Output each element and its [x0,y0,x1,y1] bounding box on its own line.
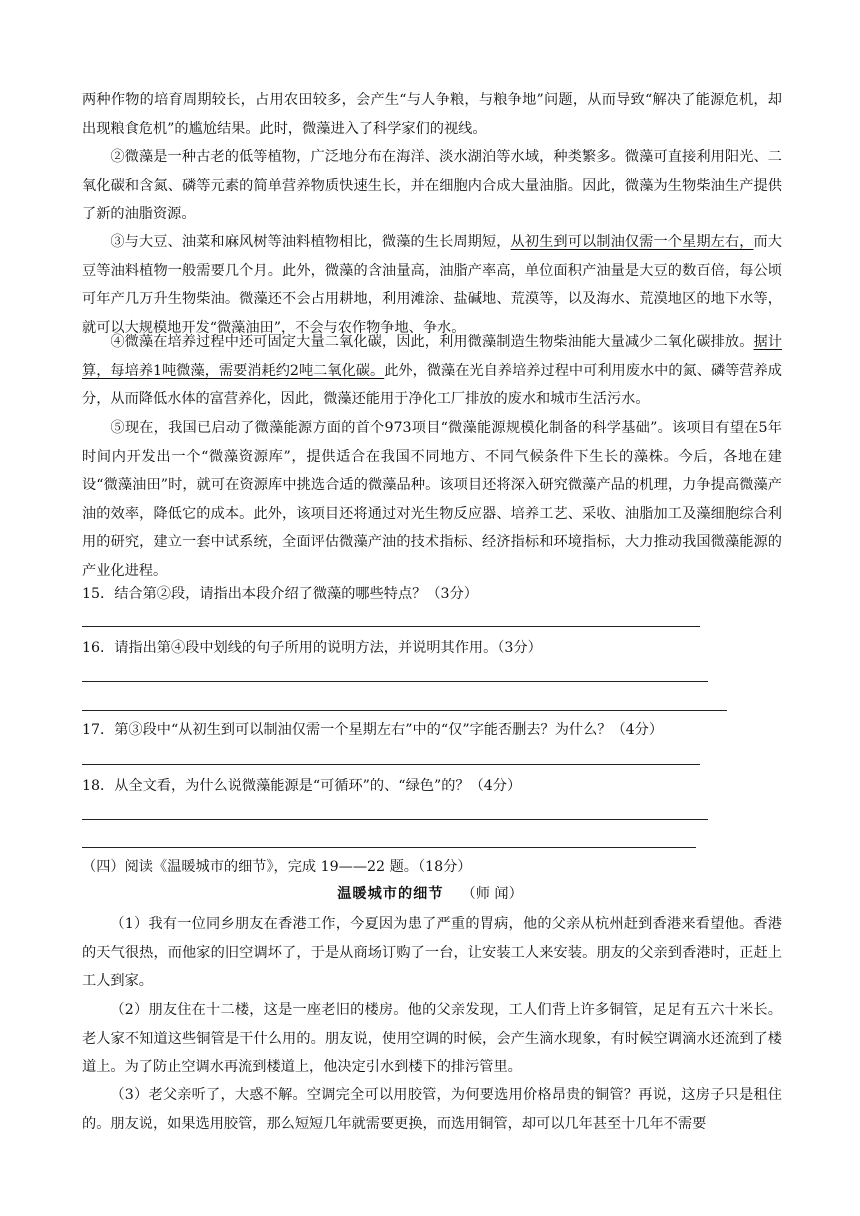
question-15: 15．结合第②段，请指出本段介绍了微藻的哪些特点？（3分） [82,586,478,602]
section-4-heading: （四）阅读《温暖城市的细节》，完成 19——22 题。（18分） [82,859,472,875]
answer-line-16-b[interactable] [82,710,727,711]
paragraph-3-text-b: 而大豆等油料植物一般需要几个月。此外，微藻的含油量高，油脂产率高，单位面积产油量是大豆的数百倍，每公顷可年产几万升生物柴油。微藻还不会占用耕地，利用滩涂、盐碱地、荒漠等，以及海水、荒漠地区的地下水等，就可以大规模地开发“微藻油田”，不会与农作物争地、争水。 [82,234,782,336]
answer-line-16-a[interactable] [82,681,708,682]
paragraph-4-underlined: 据计算，每培养1吨微藻，需要消耗约2吨二氧化碳。 [82,334,782,379]
answer-line-18-b[interactable] [82,847,696,848]
question-16: 16．请指出第④段中划线的句子所用的说明方法，并说明其作用。（3分） [82,640,542,656]
answer-line-15[interactable] [82,626,700,627]
question-17: 17．第③段中“从初生到可以制油仅需一个星期左右”中的“仅”字能否删去？为什么？（4分） [82,722,664,738]
paragraph-intro: 两种作物的培育周期较长，占用农田较多，会产生“与人争粮，与粮争地”问题，从而导致“解决了能源危机，却出现粮食危机”的尴尬结果。此时，微藻进入了科学家们的视线。 [82,92,782,137]
paragraph-3-text-a: ③与大豆、油菜和麻风树等油料植物相比，微藻的生长周期短， [110,234,511,250]
answer-line-17[interactable] [82,764,700,765]
article-title-line [0,884,860,904]
paragraph-4-text-a: ④微藻在培养过程中还可固定大量二氧化碳，因此，利用微藻制造生物柴油能大量减少二氧化碳排放。 [110,334,754,350]
story-paragraph-1: （1）我有一位同乡朋友在香港工作，今夏因为患了严重的胃病，他的父亲从杭州赶到香港来看望他。香港的天气很热，而他家的旧空调坏了，于是从商场订购了一台，让安装工人来安装。朋友的父亲到香港时，正赶上工人到家。 [82,916,782,989]
paragraph-4 [82,328,782,414]
paragraph-3 [82,228,782,342]
paragraph-4-text-b: 此外，微藻在光自养培养过程中可利用废水中的氮、磷等营养成分，从而降低水体的富营养化，因此，微藻还能用于净化工厂排放的废水和城市生活污水。 [82,362,782,407]
article-title: 温暖城市的细节 [337,886,444,902]
story-paragraph-2: （2）朋友住在十二楼，这是一座老旧的楼房。他的父亲发现，工人们背上许多铜管，足足有五六十米长。老人家不知道这些铜管是干什么用的。朋友说，使用空调的时候，会产生滴水现象，有时候空调滴水还流到了楼道上。为了防止空调水再流到楼道上，他决定引水到楼下的排污管里。 [82,1002,782,1075]
answer-line-18-a[interactable] [82,819,708,820]
paragraph-2: ②微藻是一种古老的低等植物，广泛地分布在海洋、淡水湖泊等水域，种类繁多。微藻可直接利用阳光、二氧化碳和含氮、磷等元素的简单营养物质快速生长，并在细胞内合成大量油脂。因此，微藻为生物柴油生产提供了新的油脂资源。 [82,149,782,222]
paragraph-3-underlined: 从初生到可以制油仅需一个星期左右， [510,234,754,250]
question-18: 18．从全文看，为什么说微藻能源是“可循环”的、“绿色”的？（4分） [82,778,522,794]
paragraph-5: ⑤现在，我国已启动了微藻能源方面的首个973项目“微藻能源规模化制备的科学基础”。该项目有望在5年时间内开发出一个“微藻资源库”，提供适合在我国不同地方、不同气候条件下生长的藻株。今后，各地在建设“微藻油田”时，就可在资源库中挑选合适的微藻品种。该项目还将深入研究微藻产品的机理，力争提高微藻产油的效率，降低它的成本。此外，该项目还将通过对光生物反应器、培养工艺、采收、油脂加工及藻细胞综合利用的研究，建立一套中试系统，全面评估微藻产油的技术指标、经济指标和环境指标，大力推动我国微藻能源的产业化进程。 [82,420,782,579]
article-author: （师 闻） [461,886,523,902]
story-paragraph-3: （3）老父亲听了，大惑不解。空调完全可以用胶管，为何要选用价格昂贵的铜管？再说，这房子只是租住的。朋友说，如果选用胶管，那么短短几年就需要更换，而选用铜管，却可以几年甚至十几年不需要 [82,1087,782,1132]
